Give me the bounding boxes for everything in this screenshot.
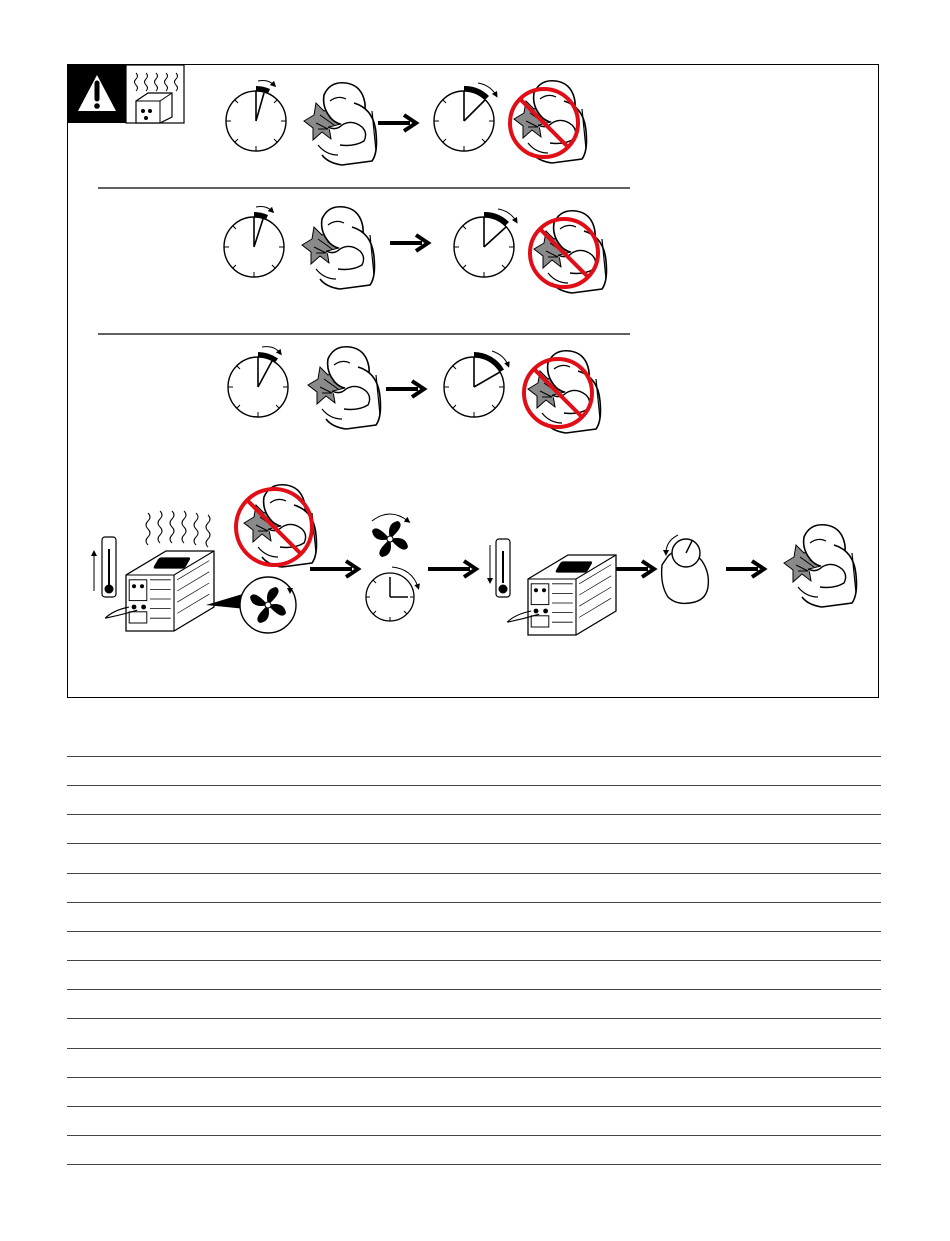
- arrow-right-icon: [386, 381, 424, 397]
- arrow-right-icon: [378, 115, 416, 131]
- arrow-right-icon: [390, 235, 428, 251]
- duty-cycle-figure: [67, 64, 879, 698]
- prohibited-welding-icon: [530, 211, 607, 293]
- welder-icon: [308, 347, 381, 429]
- clock-icon: [228, 347, 288, 417]
- welder-icon: [784, 525, 857, 607]
- note-line: [67, 931, 881, 932]
- note-line: [67, 1164, 881, 1165]
- note-line: [67, 814, 881, 815]
- thermometer-up-icon: [94, 537, 116, 597]
- welding-power-source-icon: [105, 551, 214, 631]
- note-line: [67, 756, 881, 757]
- heat-waves: [146, 511, 210, 547]
- overheat-sequence: [94, 485, 857, 635]
- clock-icon: [224, 207, 284, 278]
- warning-triangle-icon: [68, 65, 126, 123]
- welder-icon: [302, 207, 375, 289]
- fan-icon: [240, 577, 296, 633]
- note-line: [67, 1048, 881, 1049]
- clock-icon: [444, 351, 508, 417]
- note-line: [67, 1077, 881, 1078]
- hot-machine-icon: [126, 65, 184, 123]
- prohibited-welding-icon: [510, 81, 587, 163]
- note-line: [67, 902, 881, 903]
- arrow-right-icon: [428, 561, 476, 577]
- arrow-right-icon: [726, 561, 764, 577]
- prohibited-welding-icon: [236, 485, 317, 567]
- prohibited-welding-icon: [524, 351, 601, 433]
- reset-knob-icon: [662, 535, 709, 603]
- duty-cycle-illustration: [68, 65, 880, 699]
- duty-cycle-row-3: [228, 347, 601, 433]
- duty-cycle-row-2: [224, 207, 607, 294]
- arrow-right-icon: [310, 561, 358, 577]
- arrow-right-icon: [616, 561, 654, 577]
- welder-icon: [304, 83, 377, 165]
- clock-icon: [226, 81, 286, 152]
- welding-power-source-icon: [507, 555, 616, 635]
- note-line: [67, 873, 881, 874]
- clock-icon: [454, 209, 516, 277]
- note-line: [67, 1018, 881, 1019]
- note-line: [67, 960, 881, 961]
- note-line: [67, 843, 881, 844]
- thermometer-down-icon: [490, 539, 510, 597]
- fan-icon: [372, 514, 408, 557]
- note-line: [67, 785, 881, 786]
- clock-icon: [434, 83, 496, 151]
- duty-cycle-row-1: [226, 81, 587, 166]
- note-line: [67, 989, 881, 990]
- note-line: [67, 1135, 881, 1136]
- note-line: [67, 1106, 881, 1107]
- clock-icon: [366, 567, 418, 621]
